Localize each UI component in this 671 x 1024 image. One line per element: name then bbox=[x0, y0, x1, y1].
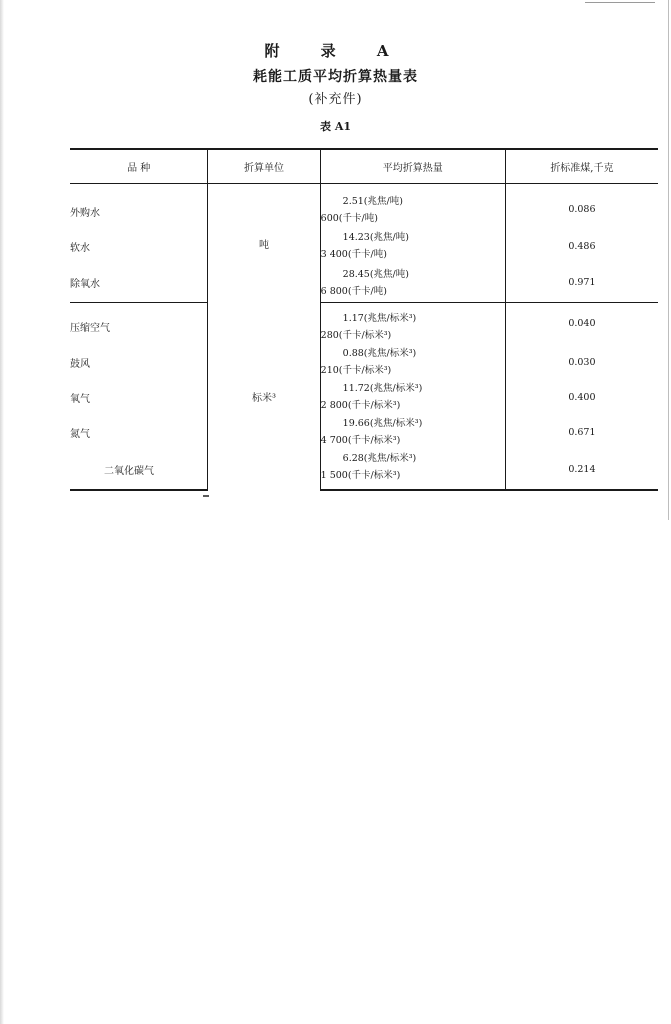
supplement-note: (补充件) bbox=[308, 92, 363, 107]
coef-cell: 0.086 bbox=[568, 203, 596, 215]
heat-value-kcal: 280(千卡/标米³) bbox=[320, 329, 392, 341]
table-row bbox=[70, 345, 658, 380]
heat-value-kcal: 6 800(千卡/吨) bbox=[320, 285, 387, 297]
heat-cell bbox=[320, 264, 505, 303]
coef-cell: 0.400 bbox=[568, 391, 596, 403]
table-row bbox=[70, 184, 658, 229]
table-label: 表 A1 bbox=[319, 120, 352, 133]
header-heat: 平均折算热量 bbox=[320, 149, 505, 184]
heat-cell bbox=[320, 450, 505, 490]
header-unit: 折算单位 bbox=[208, 149, 320, 184]
table-header-row bbox=[70, 149, 658, 184]
heat-cell bbox=[320, 229, 505, 264]
coef-cell: 0.971 bbox=[505, 264, 658, 303]
heat-cell bbox=[320, 303, 505, 345]
table-row bbox=[70, 264, 658, 303]
table-row bbox=[70, 303, 658, 345]
energy-medium-table bbox=[70, 148, 658, 491]
heat-value-kcal: 2 800(千卡/标米³) bbox=[320, 400, 401, 411]
header-coef: 折标准煤,千克 bbox=[505, 149, 658, 184]
coef-cell: 0.671 bbox=[568, 426, 596, 438]
heat-value-mj: 6.28(兆焦/标米³) bbox=[342, 453, 417, 464]
heat-value-mj: 19.66(兆焦/标米³) bbox=[342, 418, 423, 429]
heat-value-kcal: 600(千卡/吨) bbox=[320, 213, 378, 225]
item-name: 除氧水 bbox=[70, 264, 208, 303]
unit-cell: 吨 bbox=[208, 184, 320, 303]
top-rule bbox=[585, 2, 655, 3]
heat-value-kcal: 1 500(千卡/标米³) bbox=[320, 470, 401, 481]
coef-cell: 0.030 bbox=[568, 356, 596, 368]
item-name: 鼓风 bbox=[70, 345, 208, 380]
heat-value-mj: 0.88(兆焦/标米³) bbox=[342, 348, 417, 359]
table-row bbox=[70, 229, 658, 264]
item-name: 氮气 bbox=[70, 415, 208, 450]
heat-value-mj: 1.17(兆焦/标米³) bbox=[342, 312, 417, 324]
item-name: 外购水 bbox=[70, 184, 208, 229]
heat-cell bbox=[320, 184, 505, 229]
table-title: 耗能工质平均折算热量表 bbox=[253, 69, 418, 85]
heat-cell bbox=[320, 380, 505, 415]
item-name: 氧气 bbox=[70, 380, 208, 415]
header-item: 品 种 bbox=[70, 149, 208, 184]
table-row bbox=[70, 380, 658, 415]
heat-cell bbox=[320, 415, 505, 450]
coef-cell: 0.486 bbox=[568, 240, 596, 252]
item-name: 软水 bbox=[70, 229, 208, 264]
coef-cell: 0.214 bbox=[505, 450, 658, 490]
table-row bbox=[70, 450, 658, 490]
heat-value-kcal: 4 700(千卡/标米³) bbox=[320, 435, 401, 446]
heat-value-mj: 28.45(兆焦/吨) bbox=[342, 268, 409, 280]
scan-speck bbox=[203, 495, 209, 497]
unit-cell: 标米³ bbox=[208, 303, 320, 490]
heat-value-kcal: 3 400(千卡/吨) bbox=[320, 249, 387, 260]
heat-value-mj: 11.72(兆焦/标米³) bbox=[342, 383, 423, 394]
table-row bbox=[70, 415, 658, 450]
appendix-heading: 附 录 A bbox=[264, 42, 407, 60]
heat-value-mj: 14.23(兆焦/吨) bbox=[342, 232, 409, 243]
coef-cell: 0.040 bbox=[568, 318, 596, 330]
scan-edge-left bbox=[0, 0, 4, 1024]
item-name: 二氧化碳气 bbox=[70, 450, 208, 490]
heat-cell bbox=[320, 345, 505, 380]
heat-value-mj: 2.51(兆焦/吨) bbox=[342, 196, 403, 208]
item-name: 压缩空气 bbox=[70, 303, 208, 345]
heat-value-kcal: 210(千卡/标米³) bbox=[320, 365, 392, 376]
